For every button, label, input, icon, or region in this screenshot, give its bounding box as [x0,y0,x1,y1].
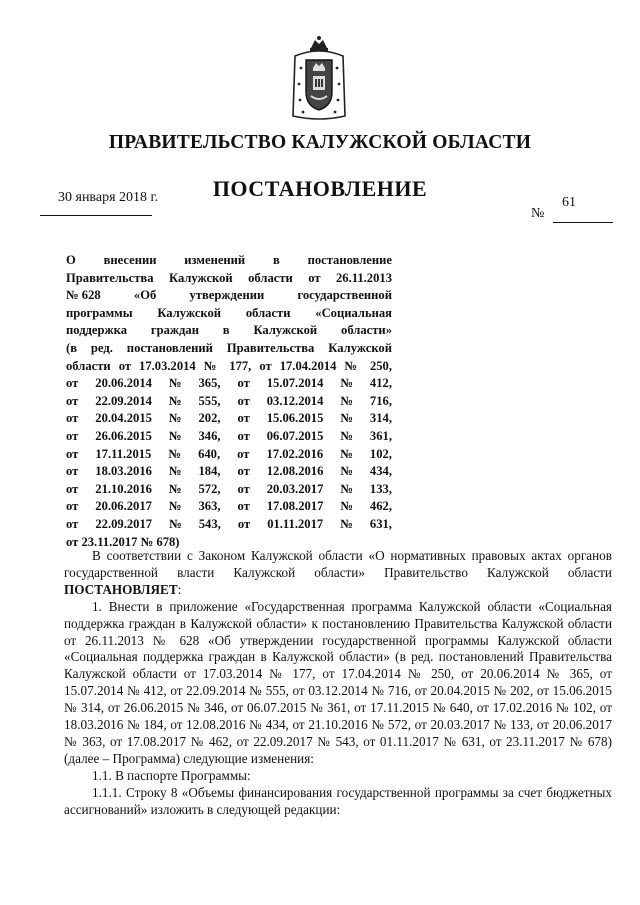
amendment-cell: 133, [369,481,392,496]
amendment-cell: 184, [198,464,221,479]
subject-word: государственной [297,288,392,303]
subject-word: внесении [103,253,157,267]
subject-word: «Социальная [315,305,392,320]
subject-word: поддержка [66,323,128,338]
amendment-cell: 15.06.2015 [266,411,324,426]
amendment-cell: 365, [198,376,221,391]
subject-line [66,287,392,305]
amendment-cell: 01.11.2017 [267,516,324,531]
document-body [64,548,612,819]
subject-line: от 23.11.2017 № 678) [66,534,180,549]
amendment-cell: от [66,499,79,514]
subject-word: в [222,323,230,338]
amendment-cell: № [168,446,182,461]
amendment-cell: 03.12.2014 [266,393,324,408]
amendment-cell: от [237,464,250,479]
amendment-row [66,410,392,428]
subject-line: (в ред. постановлений Правительства Калужской [66,340,392,355]
number-sign: № [531,206,545,221]
amendment-cell: № [340,464,353,479]
amendment-cell: 17.02.2016 [266,446,324,461]
amendment-cell: от [66,516,79,531]
amendment-cell: 716, [369,393,392,408]
amendment-cell: 22.09.2017 [95,516,153,531]
amendment-cell: 462, [369,499,392,514]
amendment-cell: № [168,376,182,391]
subject-word: области» [341,323,392,338]
coat-of-arms-icon [289,34,349,124]
amendment-cell: № [340,376,353,391]
amendment-cell: № [340,516,353,531]
amendment-row [66,481,392,499]
amendment-cell: 346, [198,428,221,443]
amendment-cell: 572, [198,481,221,496]
amendment-cell: 21.10.2016 [95,481,152,496]
amendment-cell: 20.03.2017 [266,481,324,496]
subject-word: Калужской [253,323,318,338]
amendment-cell: от [66,464,79,479]
number-underline [553,222,613,223]
amendment-cell: № [168,393,182,408]
document-date: 30 января 2018 г. [58,190,159,205]
amendment-cell: 17.08.2017 [266,499,324,514]
amendment-cell: № [340,446,353,461]
amendment-cell: 18.03.2016 [95,464,152,479]
amendment-cell: № [340,481,353,496]
amendment-row [66,498,392,516]
amendment-cell: от [237,446,250,461]
amendment-cell: от [66,481,79,496]
amendment-cell: 20.06.2017 [95,499,152,514]
amendment-row [66,446,392,464]
amendment-cell: № [340,499,353,514]
amendment-cell: № [168,464,182,479]
amendment-cell: 20.04.2015 [95,411,152,426]
resolves-word: ПОСТАНОВЛЯЕТ [64,581,178,597]
resolves-colon: : [177,581,182,597]
amendment-cell: от [237,516,251,531]
subject-word: утверждении [189,288,265,303]
subject-line: Правительства Калужской области от 26.11.2013 [66,270,392,285]
amendment-cell: от [237,481,250,496]
amendment-list [66,375,392,533]
subject-word: № 628 [66,288,101,303]
amendment-cell: от [66,428,79,443]
subject-word: области [245,305,291,320]
document-type-heading: ПОСТАНОВЛЕНИЕ [212,176,428,201]
amendment-cell: № [169,516,182,531]
date-underline [40,215,152,216]
document-number: 61 [562,195,576,210]
subject-line [66,305,392,323]
amendment-cell: № [340,428,353,443]
amendment-cell: от [237,411,250,426]
document-subject [66,252,392,551]
amendment-row [66,375,392,393]
subject-word: постановление [307,253,392,267]
subject-word: «Об [133,288,157,303]
amendment-cell: 361, [369,428,392,443]
amendment-cell: 640, [198,446,221,461]
amendment-cell: 434, [369,464,392,479]
amendment-cell: от [237,376,250,391]
item-1-paragraph: 1. Внести в приложение «Государственная программа Калужской области «Социальная поддержка граждан в Калужской области» к постановлению Правительства Калужской области от 26.11.2013 № 628 «Об утверждении государственной программы Калужской области «Социальная поддержка граждан в Калужской области» (в ред. постановлений Правительства Калужской области от 17.03.2014 № 177, от 17.04.2014 № 250, от 20.06.2014 № 365, от 15.07.2014 № 412, от 22.09.2014 № 555, от 03.12.2014 № 716, от 20.04.2015 № 202, от 15.06.2015 № 314, от 26.06.2015 № 346, от 06.07.2015 № 361, от 17.11.2015 № 640, от 17.02.2016 № 102, от 18.03.2016 № 184, от 12.08.2016 № 434, от 21.10.2016 № 572, от 20.03.2017 № 133, от 20.06.2017 № 363, от 17.08.2017 № 462, от 22.09.2017 № 543, от 01.11.2017 № 631, от 23.11.2017 № 678) [64,598,612,749]
amendment-cell: 15.07.2014 [266,376,324,391]
amendment-cell: от [237,393,250,408]
subject-word: Калужской [157,305,222,320]
item-1-1-1: 1.1.1. Строку 8 «Объемы финансирования государственной программы за счет бюджетных ассигнований» изложить в следующей редакции: [64,784,612,817]
subject-word: программы [66,305,133,320]
amendment-cell: 314, [369,411,392,426]
item-1-tail: (далее – Программа) следующие изменения: [64,750,314,766]
amendment-cell: 363, [198,499,221,514]
amendment-cell: № [168,481,182,496]
amendment-cell: 12.08.2016 [266,464,324,479]
subject-word: О [66,253,76,267]
amendment-cell: 102, [369,446,392,461]
amendment-cell: № [168,499,182,514]
amendment-cell: 20.06.2014 [95,376,152,391]
amendment-cell: 06.07.2015 [266,428,324,443]
amendment-cell: 631, [369,516,392,531]
amendment-cell: 17.11.2015 [95,446,152,461]
amendment-row [66,393,392,411]
amendment-cell: от [66,376,79,391]
intro-paragraph [64,548,612,599]
amendment-row [66,463,392,481]
intro-text: В соответствии с Законом Калужской области «О нормативных правовых актах органов государственной власти Калужской области» Правительство Калужской области [64,548,612,580]
subject-line [66,252,392,270]
item-1-1: 1.1. В паспорте Программы: [92,767,251,783]
subject-word: граждан [150,323,199,338]
subject-word: в [272,253,280,267]
amendment-cell: № [340,411,353,426]
amendment-row [66,516,392,534]
amendment-cell: 22.09.2014 [95,393,152,408]
amendment-cell: 555, [198,393,221,408]
amendment-cell: 202, [198,411,221,426]
amendment-row [66,428,392,446]
amendment-cell: от [237,499,250,514]
amendment-cell: № [168,411,182,426]
amendment-cell: 412, [369,376,392,391]
amendment-cell: 543, [198,516,221,531]
amendment-cell: № [168,428,182,443]
amendment-cell: от [66,446,79,461]
subject-line: области от 17.03.2014 № 177, от 17.04.2014 № 250, [66,358,392,373]
amendment-cell: от [237,428,250,443]
amendment-cell: от [66,393,79,408]
amendment-cell: 26.06.2015 [95,428,152,443]
subject-line [66,322,392,340]
subject-word: изменений [184,253,246,267]
amendment-cell: № [340,393,353,408]
government-title: ПРАВИТЕЛЬСТВО КАЛУЖСКОЙ ОБЛАСТИ [108,132,532,153]
amendment-cell: от [66,411,79,426]
